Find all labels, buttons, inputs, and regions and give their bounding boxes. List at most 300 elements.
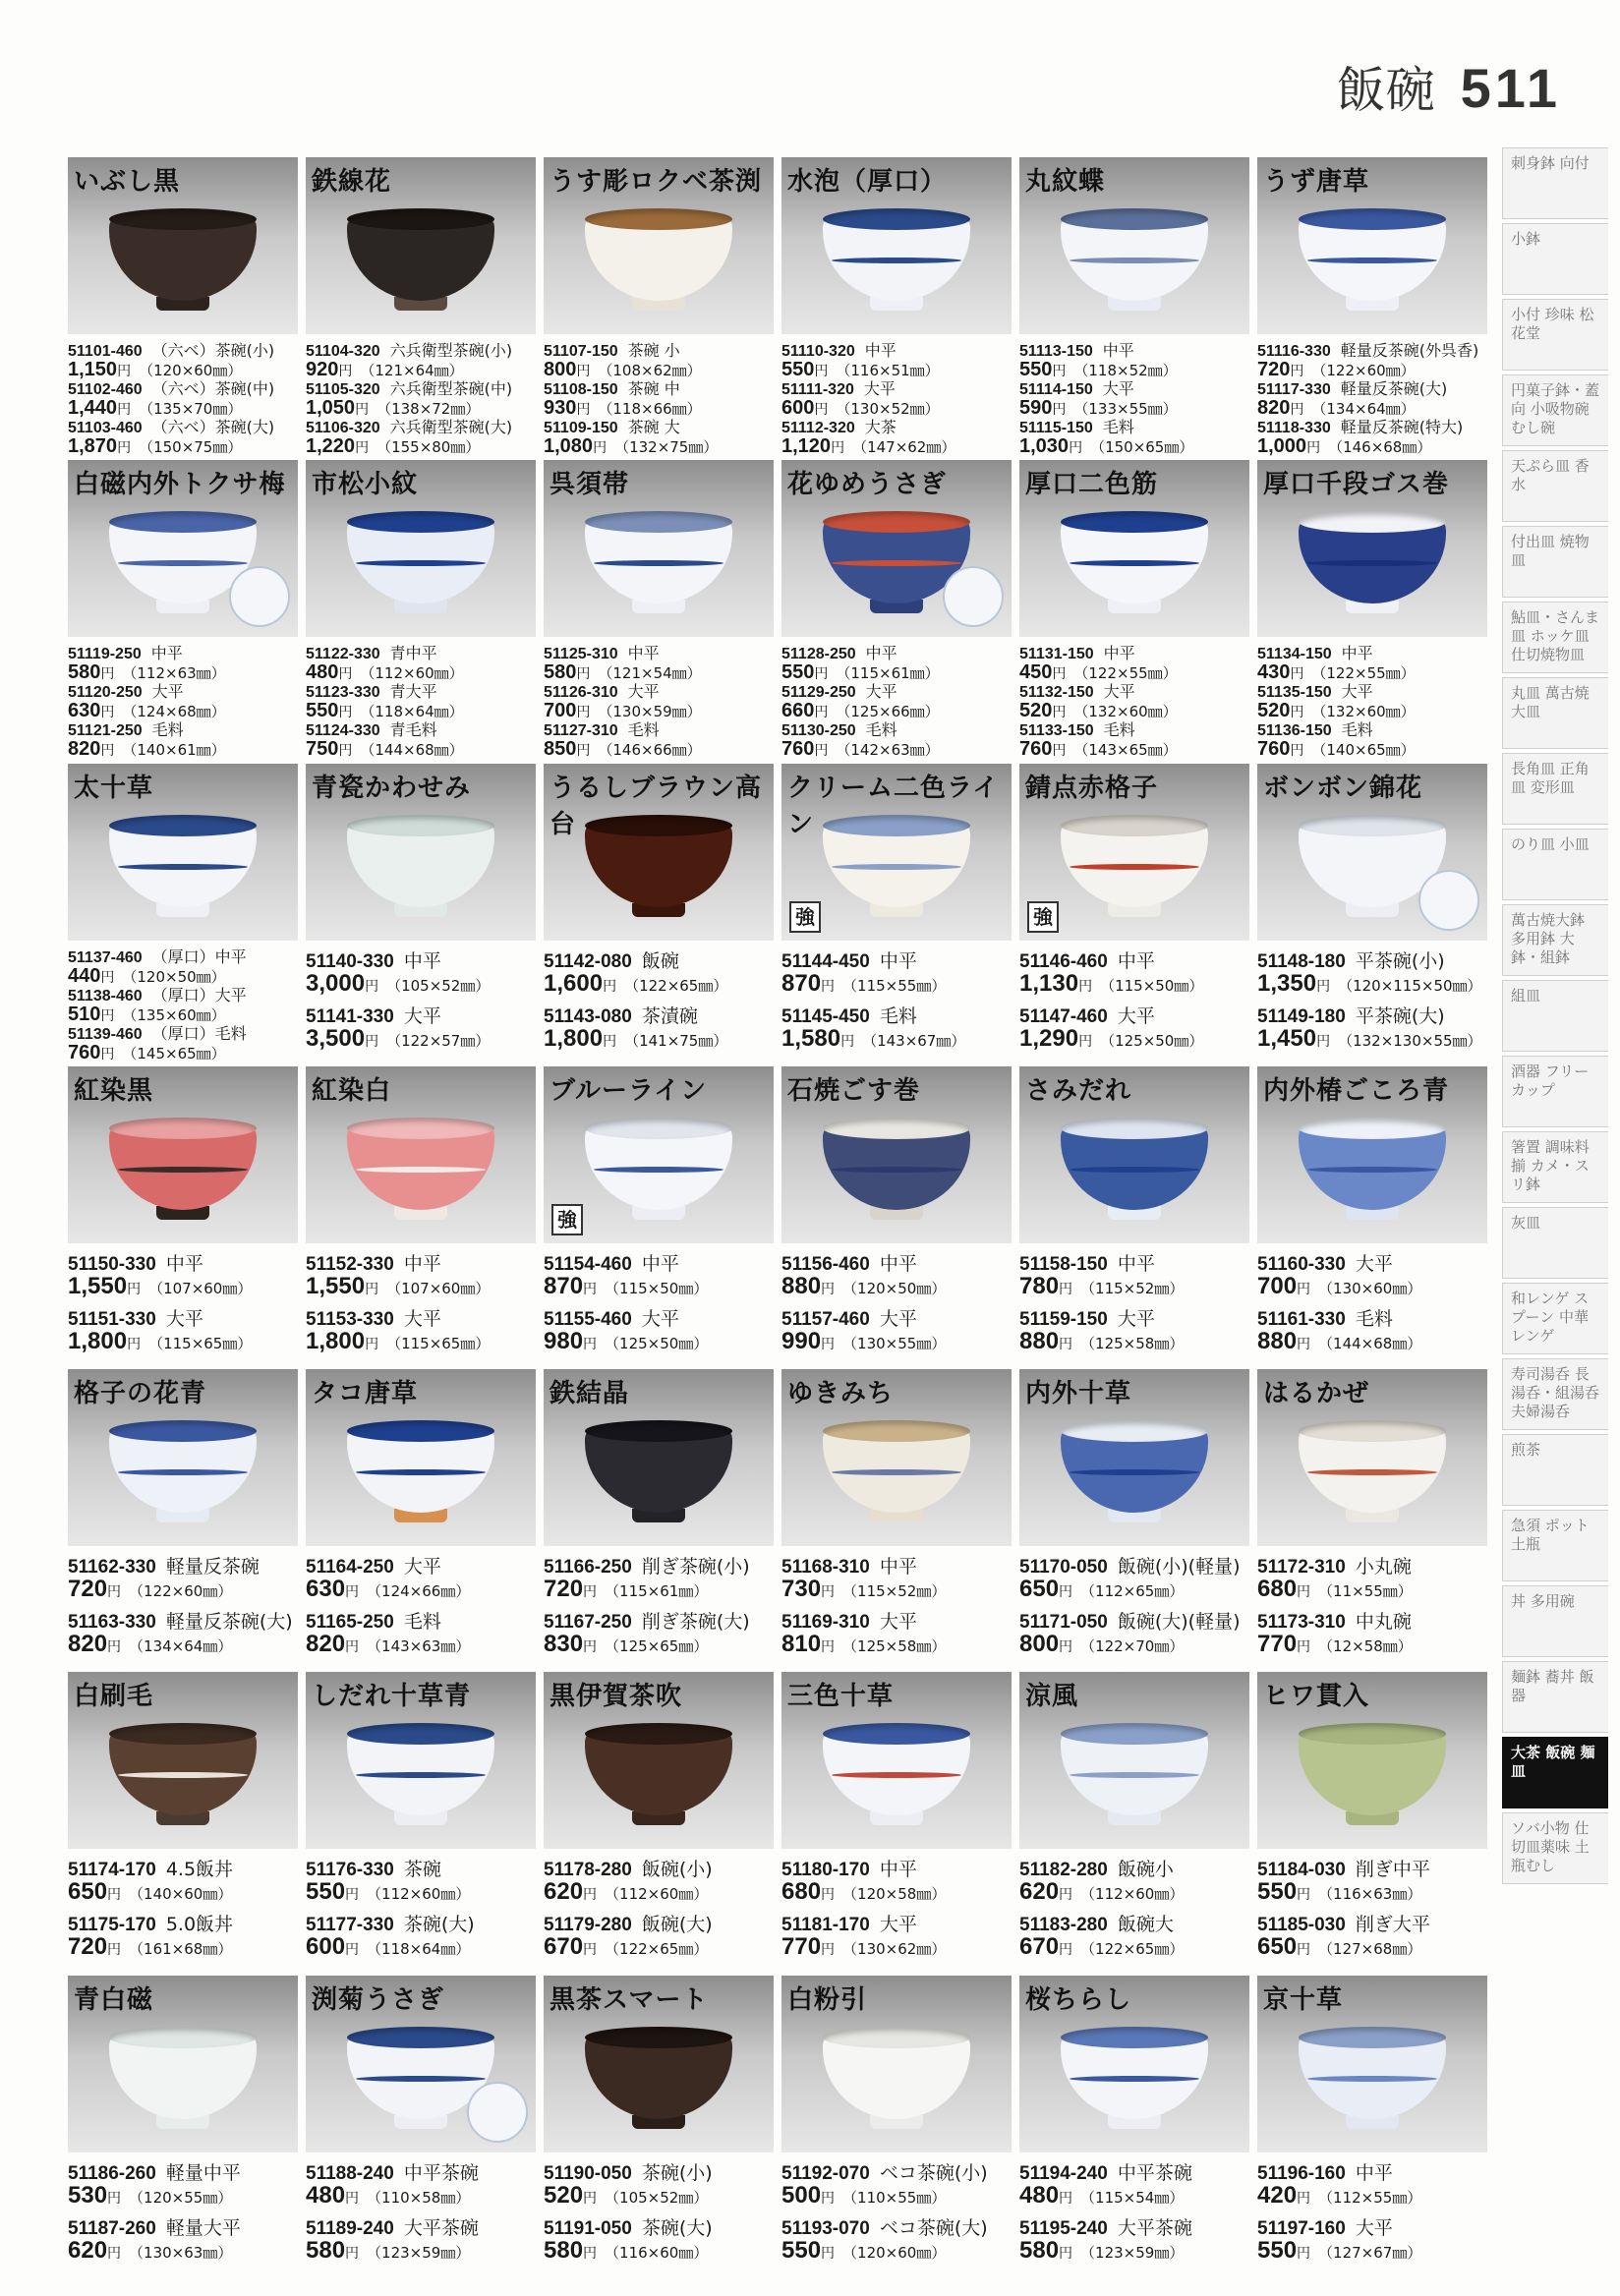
item-code: 51132-150 bbox=[1019, 684, 1094, 702]
item-description: 大平 bbox=[879, 1307, 917, 1330]
bowl-rim bbox=[1299, 1118, 1446, 1139]
spec-row bbox=[1019, 950, 1249, 998]
yen-unit: 円 bbox=[365, 978, 379, 995]
bowl-rim bbox=[347, 1118, 494, 1139]
spec-row bbox=[781, 1556, 1012, 1603]
item-code: 51128-250 bbox=[781, 646, 856, 663]
item-price: 990 bbox=[781, 1327, 822, 1354]
product-specs bbox=[68, 1546, 298, 1658]
item-description: 大平 bbox=[403, 1307, 441, 1330]
yen-unit: 円 bbox=[127, 1336, 142, 1352]
category-tab: 萬古焼大鉢 多用鉢 大鉢・組鉢 bbox=[1502, 904, 1608, 976]
spec-row bbox=[781, 721, 1012, 760]
item-price: 830 bbox=[544, 1631, 584, 1658]
item-size: （108×62㎜） bbox=[598, 362, 702, 379]
item-code: 51103-460 bbox=[68, 420, 143, 436]
bowl-rim bbox=[823, 815, 970, 836]
yen-unit: 円 bbox=[365, 1336, 379, 1352]
item-size: （118×66㎜） bbox=[598, 400, 702, 418]
yen-unit: 円 bbox=[1078, 978, 1093, 995]
item-description: 軽量反茶碗(大) bbox=[1340, 379, 1448, 398]
item-size: （112×60㎜） bbox=[360, 664, 464, 683]
yen-unit: 円 bbox=[107, 1584, 122, 1601]
spec-row bbox=[306, 2217, 536, 2265]
product-card bbox=[541, 764, 779, 1066]
spec-row bbox=[1257, 721, 1487, 760]
item-price: 720 bbox=[68, 1933, 108, 1961]
product-name: 白磁内外トクサ梅 bbox=[74, 470, 286, 500]
item-price: 760 bbox=[781, 738, 815, 761]
spec-row bbox=[68, 683, 298, 721]
yen-unit: 円 bbox=[107, 2245, 122, 2262]
spec-row bbox=[306, 380, 536, 419]
item-size: （130×55㎜） bbox=[842, 1334, 947, 1352]
bowl-body bbox=[109, 2037, 257, 2119]
product-specs bbox=[544, 1849, 774, 1961]
rice-bowl-illustration bbox=[823, 825, 970, 907]
item-description: 毛料 bbox=[1102, 418, 1134, 436]
product-specs bbox=[781, 1546, 1012, 1658]
yen-unit: 円 bbox=[583, 1281, 598, 1297]
spec-row bbox=[1019, 1611, 1249, 1658]
bowl-band bbox=[356, 1469, 486, 1475]
yen-unit: 円 bbox=[345, 1942, 360, 1959]
item-price: 780 bbox=[1019, 1272, 1060, 1299]
product-specs bbox=[544, 2152, 774, 2265]
category-tab: 酒器 フリーカップ bbox=[1502, 1056, 1608, 1127]
yen-unit: 円 bbox=[1059, 2190, 1073, 2207]
product-photo bbox=[1019, 1369, 1249, 1546]
item-code: 51145-450 bbox=[781, 1005, 870, 1027]
product-card bbox=[1254, 157, 1492, 460]
product-card bbox=[303, 764, 541, 1066]
item-price: 580 bbox=[544, 2236, 584, 2264]
product-name: 白粉引 bbox=[787, 1984, 868, 2015]
bowl-band bbox=[356, 2076, 486, 2082]
yen-unit: 円 bbox=[576, 705, 591, 721]
item-price: 1,080 bbox=[544, 435, 594, 457]
spec-row bbox=[306, 645, 536, 683]
item-description: 大平茶碗 bbox=[1117, 2216, 1192, 2239]
item-size: （105×52㎜） bbox=[386, 976, 491, 995]
item-description: 大平 bbox=[403, 1004, 441, 1027]
item-code: 51180-170 bbox=[781, 1860, 870, 1881]
item-code: 51189-240 bbox=[306, 2217, 394, 2239]
item-price: 580 bbox=[544, 661, 577, 684]
spec-row bbox=[306, 1859, 536, 1906]
item-code: 51150-330 bbox=[68, 1253, 156, 1275]
yen-unit: 円 bbox=[821, 1639, 836, 1656]
yen-unit: 円 bbox=[583, 1584, 598, 1601]
product-photo bbox=[544, 157, 774, 334]
item-code: 51196-160 bbox=[1257, 2162, 1346, 2184]
item-code: 51133-150 bbox=[1019, 722, 1094, 740]
item-code: 51172-310 bbox=[1257, 1557, 1346, 1578]
item-description: （厚口）毛料 bbox=[151, 1023, 247, 1043]
item-description: 大平 bbox=[1102, 379, 1134, 398]
bowl-rim bbox=[347, 511, 494, 533]
yen-unit: 円 bbox=[1052, 402, 1067, 418]
page-header bbox=[1337, 51, 1561, 122]
item-price: 700 bbox=[544, 700, 577, 722]
item-description: 毛料 bbox=[151, 720, 184, 740]
yen-unit: 円 bbox=[355, 440, 370, 456]
yen-unit: 円 bbox=[100, 969, 115, 986]
item-size: （141×75㎜） bbox=[624, 1031, 728, 1050]
rice-bowl-illustration bbox=[1299, 521, 1446, 603]
item-size: （121×54㎜） bbox=[598, 664, 702, 683]
yen-unit: 円 bbox=[355, 402, 370, 418]
product-card bbox=[65, 764, 303, 1066]
product-name: ボンボン錦花 bbox=[1263, 773, 1423, 803]
yen-unit: 円 bbox=[576, 743, 591, 760]
product-name: 紅染白 bbox=[312, 1075, 392, 1106]
bowl-rim bbox=[823, 1723, 970, 1745]
item-description: 削ぎ茶碗(小) bbox=[641, 1556, 750, 1578]
page-number: 511 bbox=[1460, 57, 1561, 119]
item-code: 51140-330 bbox=[306, 950, 394, 972]
rice-bowl-illustration bbox=[823, 1430, 970, 1513]
rice-bowl-illustration bbox=[1299, 1430, 1446, 1513]
item-code: 51167-250 bbox=[544, 1612, 632, 1634]
item-price: 820 bbox=[1257, 397, 1291, 419]
item-size: （143×65㎜） bbox=[1073, 741, 1178, 760]
category-index-sidebar bbox=[1502, 147, 1608, 1888]
rice-bowl-illustration bbox=[347, 218, 494, 301]
item-size: （115×50㎜） bbox=[605, 1279, 709, 1297]
item-code: 51106-320 bbox=[306, 420, 380, 436]
bowl-interior-view bbox=[1418, 870, 1479, 931]
item-size: （125×58㎜） bbox=[842, 1637, 947, 1656]
item-description: 削ぎ中平 bbox=[1355, 1859, 1430, 1881]
spec-row bbox=[306, 1611, 536, 1658]
yen-unit: 円 bbox=[107, 1942, 122, 1959]
product-photo bbox=[544, 1066, 774, 1243]
item-description: 中丸碗 bbox=[1355, 1611, 1412, 1634]
product-card bbox=[541, 1369, 779, 1672]
product-name: 桜ちらし bbox=[1025, 1984, 1132, 2015]
category-tab: 箸置 調味料揃 カメ・スリ鉢 bbox=[1502, 1131, 1608, 1203]
item-code: 51121-250 bbox=[68, 722, 143, 740]
spec-row bbox=[1257, 645, 1487, 683]
spec-row bbox=[1019, 1253, 1249, 1300]
spec-row bbox=[68, 948, 298, 987]
product-photo bbox=[781, 1672, 1012, 1849]
yen-unit: 円 bbox=[821, 1942, 836, 1959]
item-size: （124×66㎜） bbox=[367, 1582, 471, 1601]
item-code: 51116-330 bbox=[1257, 343, 1331, 360]
item-price: 720 bbox=[544, 1576, 584, 1603]
product-specs bbox=[781, 1849, 1012, 1961]
yen-unit: 円 bbox=[1297, 1887, 1311, 1904]
product-specs bbox=[306, 2152, 536, 2265]
yen-unit: 円 bbox=[345, 1584, 360, 1601]
rice-bowl-illustration bbox=[585, 1127, 732, 1210]
product-card bbox=[1254, 764, 1492, 1066]
item-code: 51108-150 bbox=[544, 381, 618, 398]
product-specs bbox=[781, 1243, 1012, 1355]
bowl-rim bbox=[109, 511, 257, 533]
category-tab: 大茶 飯碗 麺皿 bbox=[1502, 1737, 1608, 1808]
item-price: 880 bbox=[1019, 1327, 1060, 1354]
item-code: 51161-330 bbox=[1257, 1308, 1346, 1330]
product-card bbox=[65, 1976, 303, 2278]
product-card bbox=[303, 1369, 541, 1672]
item-price: 1,600 bbox=[544, 969, 604, 997]
item-code: 51154-460 bbox=[544, 1253, 632, 1275]
rice-bowl-illustration bbox=[109, 1127, 257, 1210]
product-photo bbox=[781, 460, 1012, 637]
item-price: 820 bbox=[68, 738, 101, 761]
category-tab: 天ぷら皿 香水 bbox=[1502, 450, 1608, 522]
item-code: 51102-460 bbox=[68, 381, 143, 398]
item-code: 51124-330 bbox=[306, 722, 380, 740]
item-price: 600 bbox=[781, 397, 815, 419]
spec-row bbox=[544, 1914, 774, 1961]
bowl-band bbox=[118, 864, 248, 870]
item-description: 中平 bbox=[865, 644, 897, 663]
item-size: （123×59㎜） bbox=[367, 2243, 471, 2262]
item-size: （143×67㎜） bbox=[862, 1031, 966, 1050]
item-description: 軽量中平 bbox=[165, 2161, 241, 2184]
item-size: （122×65㎜） bbox=[1080, 1940, 1185, 1959]
yen-unit: 円 bbox=[338, 666, 353, 683]
yen-unit: 円 bbox=[1290, 743, 1304, 760]
spec-row bbox=[1019, 1859, 1249, 1906]
yen-unit: 円 bbox=[1059, 2245, 1073, 2262]
item-code: 51122-330 bbox=[306, 646, 380, 663]
item-size: （123×59㎜） bbox=[1080, 2243, 1185, 2262]
item-price: 550 bbox=[306, 1878, 346, 1906]
item-code: 51156-460 bbox=[781, 1253, 870, 1275]
product-name: 石焼ごす巻 bbox=[787, 1075, 921, 1106]
yen-unit: 円 bbox=[338, 743, 353, 760]
item-price: 980 bbox=[544, 1327, 584, 1354]
product-photo bbox=[1257, 1066, 1487, 1243]
rice-bowl-illustration bbox=[823, 1127, 970, 1210]
product-specs bbox=[781, 637, 1012, 760]
item-description: 飯碗大 bbox=[1117, 1914, 1174, 1936]
item-size: （118×64㎜） bbox=[367, 1940, 471, 1959]
yen-unit: 円 bbox=[117, 440, 132, 456]
item-price: 430 bbox=[1257, 661, 1291, 684]
product-specs bbox=[306, 941, 536, 1053]
item-price: 630 bbox=[68, 700, 101, 722]
item-description: 中平 bbox=[879, 949, 917, 972]
item-description: 中平 bbox=[879, 1556, 917, 1578]
item-code: 51104-320 bbox=[306, 343, 380, 360]
item-size: （142×63㎜） bbox=[836, 741, 940, 760]
product-name: いぶし黒 bbox=[74, 167, 181, 197]
item-description: 飯碗 bbox=[641, 949, 679, 972]
item-price: 450 bbox=[1019, 661, 1053, 684]
item-code: 51197-160 bbox=[1257, 2217, 1346, 2239]
item-code: 51115-150 bbox=[1019, 420, 1093, 436]
item-price: 520 bbox=[544, 2181, 584, 2209]
item-code: 51110-320 bbox=[781, 343, 855, 360]
spec-row bbox=[306, 342, 536, 380]
item-description: 中平 bbox=[1103, 644, 1135, 663]
item-size: （125×66㎜） bbox=[836, 703, 940, 721]
product-photo bbox=[1019, 1672, 1249, 1849]
item-code: 51113-150 bbox=[1019, 343, 1093, 360]
item-price: 720 bbox=[1257, 359, 1291, 380]
bowl-rim bbox=[585, 208, 732, 230]
yen-unit: 円 bbox=[345, 1639, 360, 1656]
yen-unit: 円 bbox=[1059, 1336, 1073, 1352]
item-code: 51179-280 bbox=[544, 1915, 632, 1936]
item-size: （118×52㎜） bbox=[1073, 362, 1178, 379]
item-price: 420 bbox=[1257, 2181, 1298, 2209]
product-specs bbox=[68, 941, 298, 1063]
category-tab: 丼 多用碗 bbox=[1502, 1585, 1608, 1657]
item-size: （135×70㎜） bbox=[139, 400, 243, 418]
spec-row bbox=[68, 1611, 298, 1658]
item-price: 630 bbox=[306, 1576, 346, 1603]
item-price: 660 bbox=[781, 700, 815, 722]
spec-row bbox=[1019, 1556, 1249, 1603]
product-specs bbox=[306, 1849, 536, 1961]
item-price: 850 bbox=[544, 738, 577, 761]
item-description: 中平 bbox=[1355, 2161, 1393, 2184]
item-description: 飯碗(小)(軽量) bbox=[1117, 1556, 1241, 1578]
yen-unit: 円 bbox=[583, 2245, 598, 2262]
item-code: 51159-150 bbox=[1019, 1308, 1108, 1330]
product-card bbox=[65, 157, 303, 460]
bowl-band bbox=[118, 1469, 248, 1475]
spec-row bbox=[1019, 1005, 1249, 1053]
item-code: 51107-150 bbox=[544, 343, 618, 360]
item-description: 毛料 bbox=[1355, 1307, 1393, 1330]
bowl-rim bbox=[823, 2027, 970, 2048]
item-price: 760 bbox=[1257, 738, 1291, 761]
item-size: （110×58㎜） bbox=[367, 2188, 471, 2207]
yen-unit: 円 bbox=[345, 2245, 360, 2262]
item-size: （140×65㎜） bbox=[1311, 741, 1416, 760]
product-card bbox=[1254, 1369, 1492, 1672]
item-code: 51170-050 bbox=[1019, 1557, 1108, 1578]
spec-row bbox=[1019, 419, 1249, 457]
item-code: 51171-050 bbox=[1019, 1612, 1108, 1634]
product-specs bbox=[1257, 1849, 1487, 1961]
item-price: 820 bbox=[68, 1631, 108, 1658]
yen-unit: 円 bbox=[1069, 440, 1083, 456]
product-name: 黒伊賀茶吹 bbox=[550, 1682, 683, 1712]
spec-row bbox=[68, 1308, 298, 1355]
bowl-rim bbox=[585, 2027, 732, 2048]
product-photo bbox=[1019, 460, 1249, 637]
product-card bbox=[1254, 1066, 1492, 1369]
product-name: はるかぜ bbox=[1263, 1379, 1370, 1409]
bowl-rim bbox=[1061, 815, 1208, 836]
product-name: うす彫ロクベ茶渕 bbox=[550, 167, 763, 197]
item-size: （125×50㎜） bbox=[605, 1334, 709, 1352]
item-size: （144×68㎜） bbox=[1318, 1334, 1422, 1352]
category-tab: 刺身鉢 向付 bbox=[1502, 147, 1608, 219]
bowl-band bbox=[1070, 1772, 1199, 1778]
spec-row bbox=[781, 1005, 1012, 1053]
product-card bbox=[541, 460, 779, 763]
category-tab: 煎茶 bbox=[1502, 1434, 1608, 1506]
item-price: 750 bbox=[306, 738, 339, 761]
yen-unit: 円 bbox=[814, 364, 829, 379]
bowl-interior-view bbox=[943, 566, 1004, 627]
item-size: （125×50㎜） bbox=[1100, 1031, 1204, 1050]
item-size: （118×64㎜） bbox=[360, 703, 464, 721]
item-code: 51125-310 bbox=[544, 646, 618, 663]
item-size: （155×80㎜） bbox=[376, 438, 481, 456]
spec-row bbox=[68, 1556, 298, 1603]
spec-row bbox=[781, 419, 1012, 457]
item-price: 770 bbox=[781, 1933, 822, 1961]
item-code: 51184-030 bbox=[1257, 1860, 1346, 1881]
product-card bbox=[541, 1672, 779, 1975]
item-price: 700 bbox=[1257, 1272, 1298, 1299]
item-size: （127×68㎜） bbox=[1318, 1940, 1422, 1959]
product-specs bbox=[306, 1546, 536, 1658]
spec-row bbox=[781, 380, 1012, 419]
product-photo bbox=[544, 764, 774, 941]
spec-row bbox=[781, 1253, 1012, 1300]
item-price: 550 bbox=[1019, 359, 1053, 380]
yen-unit: 円 bbox=[100, 705, 115, 721]
spec-row bbox=[68, 1859, 298, 1906]
category-tab: 小鉢 bbox=[1502, 223, 1608, 295]
item-size: （161×68㎜） bbox=[129, 1940, 233, 1959]
item-code: 51141-330 bbox=[306, 1005, 394, 1027]
product-photo bbox=[544, 460, 774, 637]
item-code: 51168-310 bbox=[781, 1557, 870, 1578]
product-name: ブルーライン bbox=[550, 1075, 708, 1106]
item-price: 1,550 bbox=[68, 1272, 128, 1299]
yen-unit: 円 bbox=[117, 364, 132, 379]
product-specs bbox=[1019, 2152, 1249, 2265]
item-size: （115×61㎜） bbox=[605, 1582, 709, 1601]
item-price: 920 bbox=[306, 359, 339, 380]
category-tab: 組皿 bbox=[1502, 980, 1608, 1052]
item-size: （122×60㎜） bbox=[1311, 362, 1416, 379]
item-code: 51186-260 bbox=[68, 2162, 156, 2184]
item-description: 中平 bbox=[1341, 644, 1373, 663]
product-specs bbox=[781, 2152, 1012, 2265]
spec-row bbox=[68, 2217, 298, 2265]
product-card bbox=[1254, 460, 1492, 763]
category-tab: 麺鉢 蕎丼 飯器 bbox=[1502, 1661, 1608, 1733]
bowl-band bbox=[356, 560, 486, 566]
spec-row bbox=[68, 342, 298, 380]
item-size: （112×60㎜） bbox=[1080, 1885, 1185, 1904]
item-price: 720 bbox=[68, 1576, 108, 1603]
item-description: 中平 bbox=[1117, 949, 1155, 972]
product-specs bbox=[1019, 334, 1249, 457]
spec-row bbox=[1019, 2217, 1249, 2265]
bowl-band bbox=[118, 560, 248, 566]
item-size: （143×63㎜） bbox=[367, 1637, 471, 1656]
spec-row bbox=[781, 342, 1012, 380]
bowl-body bbox=[109, 218, 257, 301]
product-name: ヒワ貫入 bbox=[1263, 1682, 1370, 1712]
spec-row bbox=[781, 950, 1012, 998]
item-size: （150×75㎜） bbox=[139, 438, 243, 456]
item-code: 51163-330 bbox=[68, 1612, 156, 1634]
item-size: （121×64㎜） bbox=[360, 362, 464, 379]
item-price: 3,500 bbox=[306, 1024, 366, 1052]
item-code: 51190-050 bbox=[544, 2162, 632, 2184]
item-description: 大平 bbox=[879, 1914, 917, 1936]
product-photo bbox=[1019, 157, 1249, 334]
product-specs bbox=[68, 334, 298, 457]
item-size: （147×62㎜） bbox=[852, 438, 956, 456]
